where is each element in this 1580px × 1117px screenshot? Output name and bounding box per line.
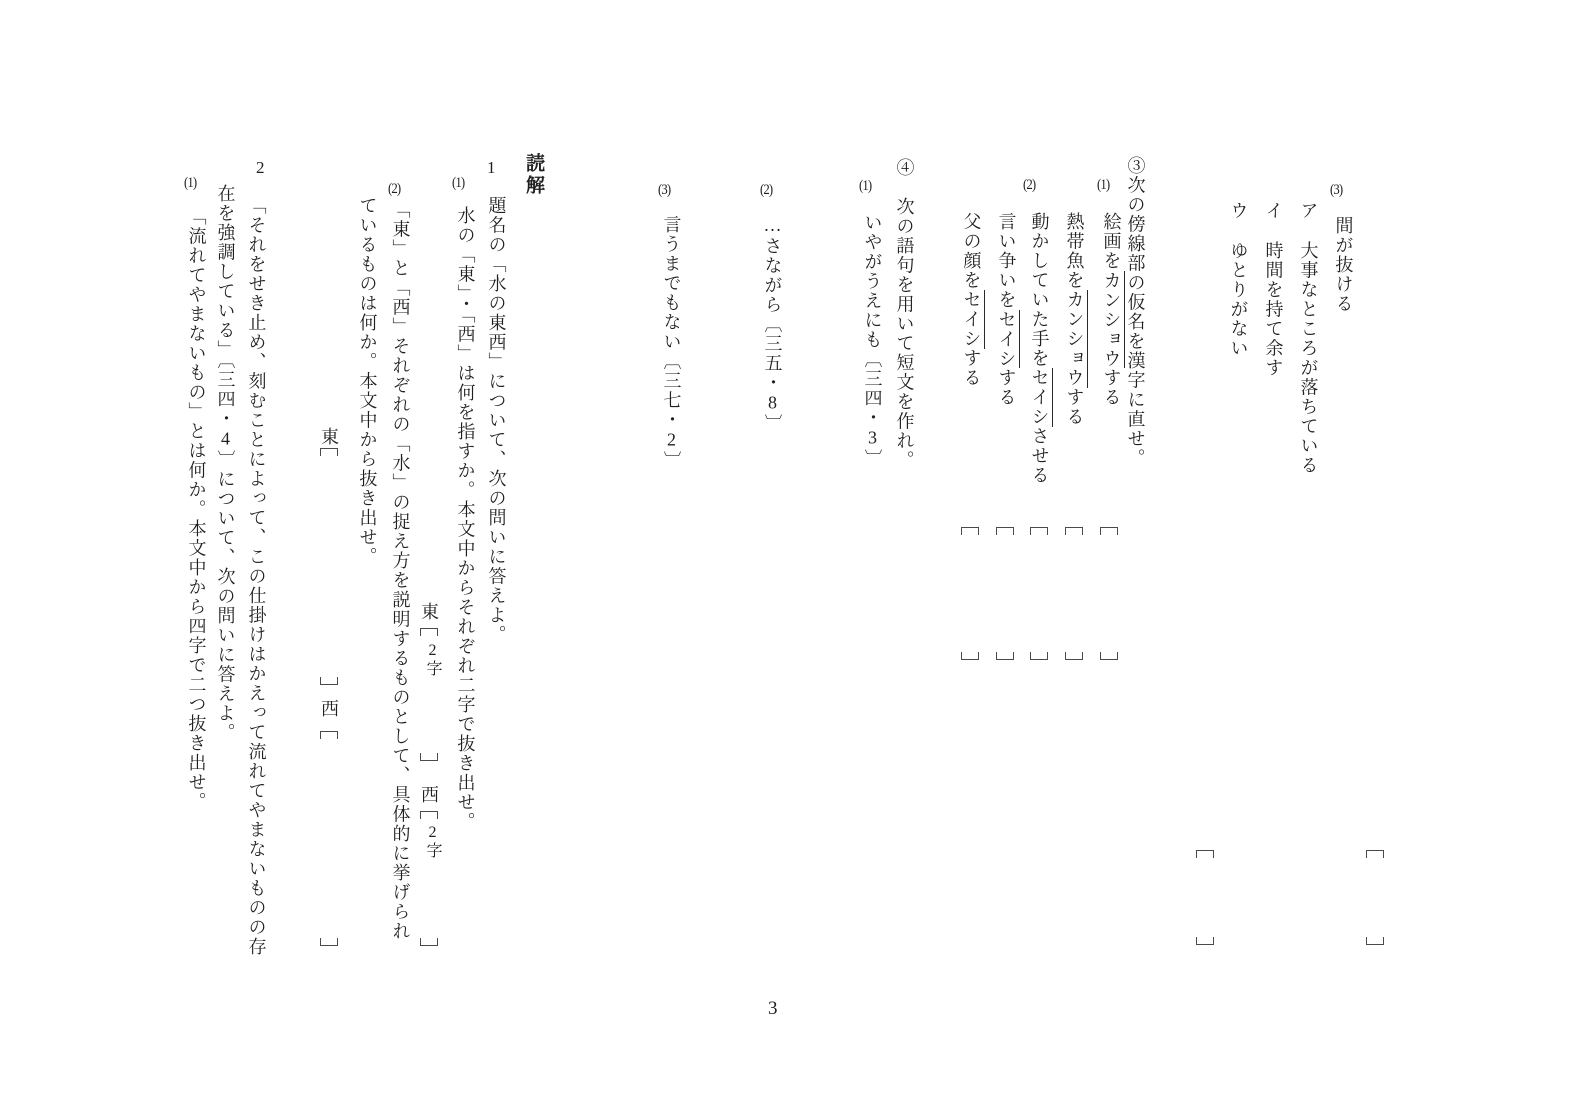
q2-sub1-label: (1) xyxy=(184,175,197,191)
answer-bracket-open xyxy=(1065,527,1083,535)
answer-bracket-close xyxy=(420,938,438,946)
q2-sub1-text: 「流れてやまないもの」とは何か。本文中から四字で二つ抜き出せ。 xyxy=(186,207,207,812)
answer-size-hint: 2字 xyxy=(424,642,441,677)
q1-sub2-label: (2) xyxy=(388,181,401,197)
answer-bracket-close xyxy=(1065,652,1083,660)
page-number: 3 xyxy=(768,998,778,1019)
tanbun-item2-label: (2) xyxy=(760,182,773,198)
idiom-choice-u-text: ゆとりがない xyxy=(1228,241,1249,358)
answer-bracket-close xyxy=(1196,937,1214,945)
kanji-sentence xyxy=(960,212,983,388)
idiom-choice-a-text: 大事なところが落ちている xyxy=(1298,241,1319,475)
idiom-choice-i-text: 時間を持て余す xyxy=(1263,241,1284,378)
sentence-post: する xyxy=(961,348,982,388)
answer-bracket-open xyxy=(1196,850,1214,858)
sentence-pre: 言い争いを xyxy=(996,212,1017,310)
idiom-choice-a-kana: ア xyxy=(1298,201,1319,221)
sentence-post: する xyxy=(1101,368,1122,407)
q1-sub2-text-line1: 「東」と「西」それぞれの「水」の捉え方を説明するものとして、具体的に挙げられ xyxy=(390,200,411,941)
tanbun-item2-text: …さながら〔三五・8〕 xyxy=(762,215,783,434)
tanbun-item3-text: 言うまでもない〔三七・2〕 xyxy=(661,215,682,471)
tanbun-item1-text: いやがうえにも〔三四・3〕 xyxy=(862,213,883,469)
answer-bracket-open xyxy=(420,628,438,636)
answer-bracket-close xyxy=(1100,652,1118,660)
answer-bracket-close xyxy=(996,652,1014,660)
idiom-phrase: 間が抜ける xyxy=(1333,216,1354,314)
kanji-target-underlined: セイシ xyxy=(962,290,985,349)
answer-bracket-open xyxy=(320,448,338,456)
answer-bracket-close xyxy=(1030,652,1048,660)
q1-sub2-answer-column xyxy=(320,423,340,948)
sentence-pre: 動かしていた手を xyxy=(1029,212,1050,368)
answer-bracket-close xyxy=(320,677,338,685)
kanji-item2-label: (2) xyxy=(1023,177,1036,193)
kanji-sentence xyxy=(1063,212,1086,427)
q1-intro: 題名の「水の東西」について、次の問いに答えよ。 xyxy=(486,196,507,645)
idiom-choice-u-kana: ウ xyxy=(1228,201,1249,221)
sentence-pre: 絵画を xyxy=(1101,212,1122,271)
answer-bracket-open xyxy=(320,731,338,739)
answer-west-label: 西 xyxy=(321,699,339,719)
kanji-sentence xyxy=(1100,212,1123,407)
answer-bracket-open xyxy=(1100,527,1118,535)
kanji-sentence xyxy=(1028,212,1051,485)
answer-bracket-close xyxy=(420,753,438,761)
idiom-choice-i-kana: イ xyxy=(1263,201,1284,221)
q1-sub1-text: 水の「東」・「西」は何を指すか。本文中からそれぞれ二字で抜き出せ。 xyxy=(455,206,476,832)
answer-size-hint: 2字 xyxy=(424,824,441,859)
answer-west-label: 西 xyxy=(421,785,439,805)
kanji-question-heading: ③次の傍線部の仮名を漢字に直せ。 xyxy=(1125,156,1146,468)
kanji-target-underlined: カンショウ xyxy=(1065,290,1088,388)
q1-number: 1 xyxy=(487,158,496,177)
answer-bracket-open xyxy=(1366,850,1384,858)
kanji-target-underlined: セイシ xyxy=(1030,368,1053,427)
kanji-sentence xyxy=(995,212,1018,407)
sentence-post: する xyxy=(996,368,1017,407)
sentence-pre: 熱帯魚を xyxy=(1064,212,1085,290)
answer-bracket-close xyxy=(320,938,338,946)
sentence-post: する xyxy=(1064,387,1085,427)
answer-bracket-open xyxy=(961,527,979,535)
tanbun-item1-label: (1) xyxy=(859,178,872,194)
q2-intro-line2: 在を強調している」〔三四・4〕について、次の問いに答えよ。 xyxy=(215,184,236,743)
dokkai-heading: 読解 xyxy=(523,153,544,197)
answer-bracket-open xyxy=(996,527,1014,535)
tanbun-item3-label: (3) xyxy=(658,182,671,198)
kanji-target-underlined: カンショウ xyxy=(1102,271,1125,369)
answer-bracket-open xyxy=(420,811,438,819)
sentence-post: させる xyxy=(1029,426,1050,485)
kanji-item1-label: (1) xyxy=(1097,177,1110,193)
answer-bracket-close xyxy=(961,652,979,660)
answer-east-label: 東 xyxy=(421,602,439,622)
q1-sub1-label: (1) xyxy=(452,175,465,191)
answer-bracket-open xyxy=(1030,527,1048,535)
answer-east-label: 東 xyxy=(321,427,339,447)
kanji-target-underlined: セイシ xyxy=(997,310,1020,369)
idiom-item-label: (3) xyxy=(1330,182,1343,198)
tanbun-question-heading: ④ 次の語句を用いて短文を作れ。 xyxy=(894,158,915,470)
q1-sub2-text-line2: ているものは何か。本文中から抜き出せ。 xyxy=(357,196,378,567)
q2-intro-line1: 「それをせき止め、刻むことによって、この仕掛けはかえって流れてやまないものの存 xyxy=(246,196,267,957)
answer-bracket-close xyxy=(1366,937,1384,945)
q2-number: 2 xyxy=(256,158,265,177)
sentence-pre: 父の顔を xyxy=(961,212,982,290)
q1-sub1-answer-column xyxy=(420,598,440,948)
